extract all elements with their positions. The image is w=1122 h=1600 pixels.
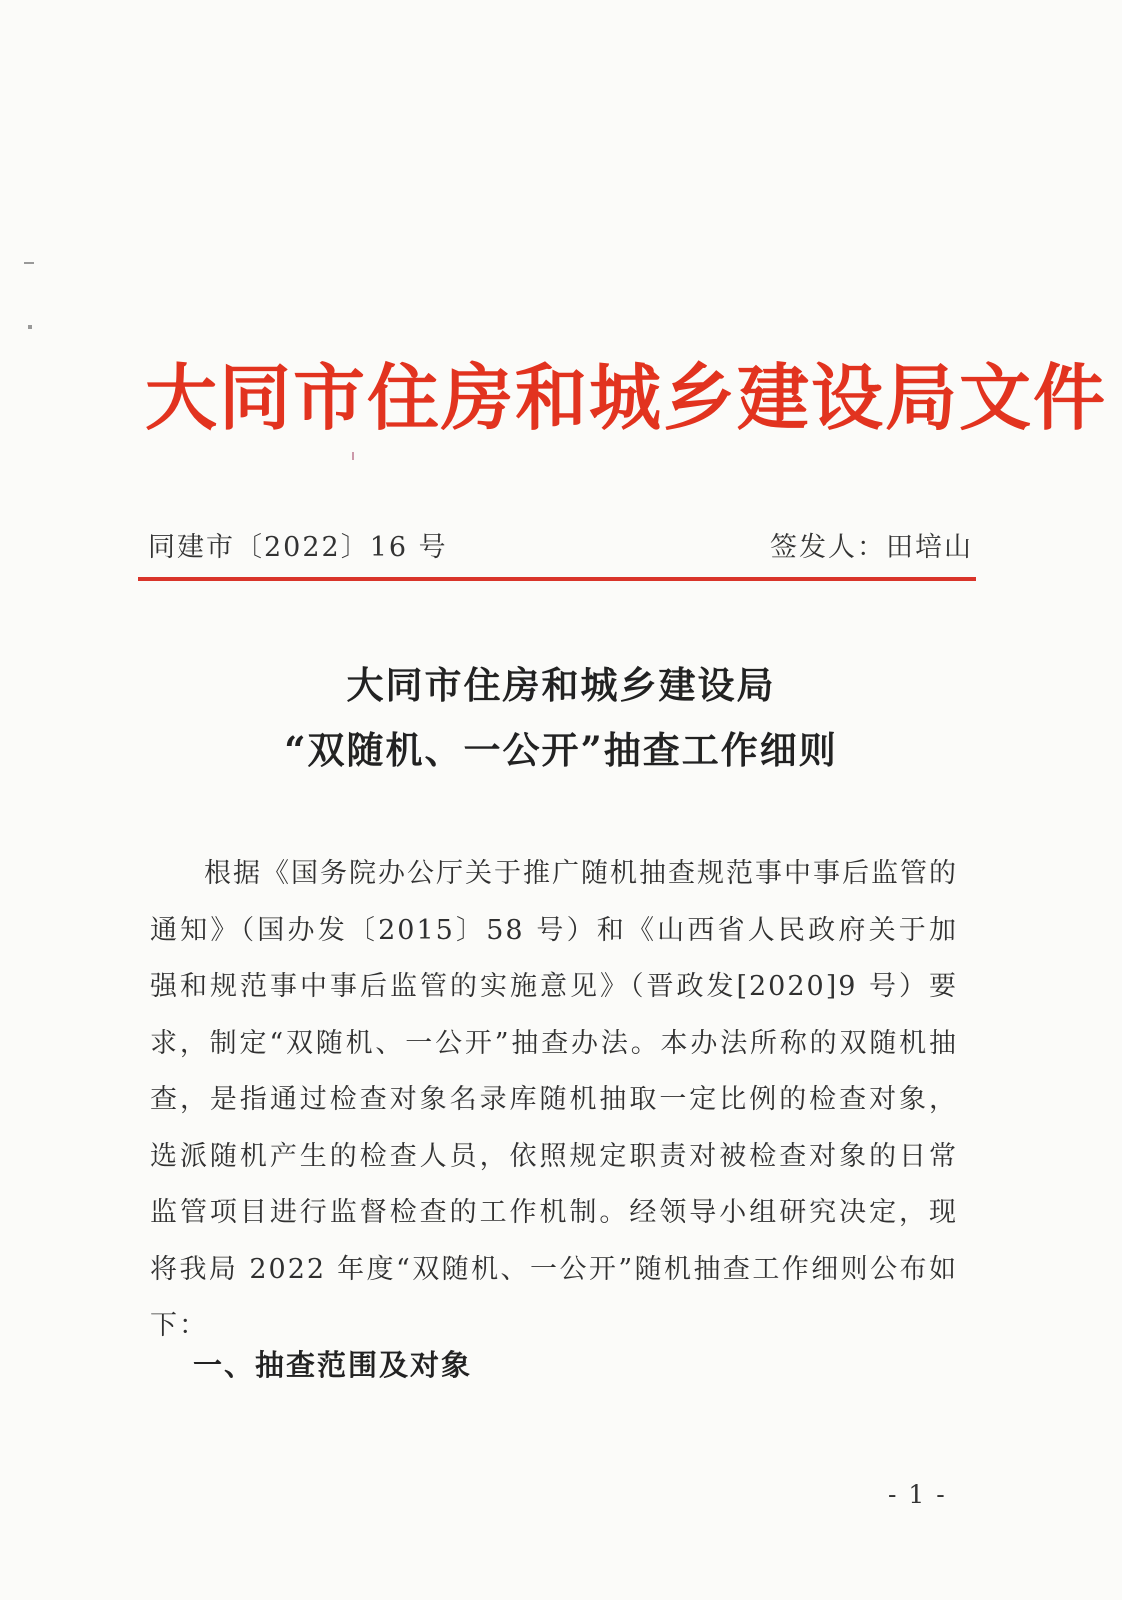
document-meta-row [148, 525, 973, 564]
scan-speck [352, 452, 354, 460]
scan-speck [24, 262, 34, 264]
document-title-line-1: 大同市住房和城乡建设局 [346, 663, 776, 707]
issuer-signature: 签发人：田培山 [770, 532, 973, 563]
document-number: 同建市〔2022〕16 号 [148, 532, 448, 563]
section-heading: 一、抽查范围及对象 [193, 1348, 473, 1382]
red-divider-line [138, 577, 976, 581]
scan-speck [28, 325, 32, 329]
page-number: - 1 - [888, 1480, 947, 1509]
body-paragraph: 根据《国务院办公厅关于推广随机抽查规范事中事后监管的通知》（国办发〔2015〕58 号）和《山西省人民政府关于加强和规范事中事后监管的实施意见》（晋政发[2020]9 号）要求，制定“双随机、一公开”抽查办法。本办法所称的双随机抽查，是指通过检查对象名录库随机抽取一定比例的检查对象，选派随机产生的检查人员，依照规定职责对被检查对象的日常监管项目进行监督检查的工作机制。经领导小组研究决定，现将我局 2022 年度“双随机、一公开”随机抽查工作细则公布如下： [150, 858, 958, 1341]
document-title-line-2: “双随机、一公开”抽查工作细则 [284, 728, 838, 772]
agency-header-title: 大同市住房和城乡建设局文件 [145, 355, 1108, 440]
